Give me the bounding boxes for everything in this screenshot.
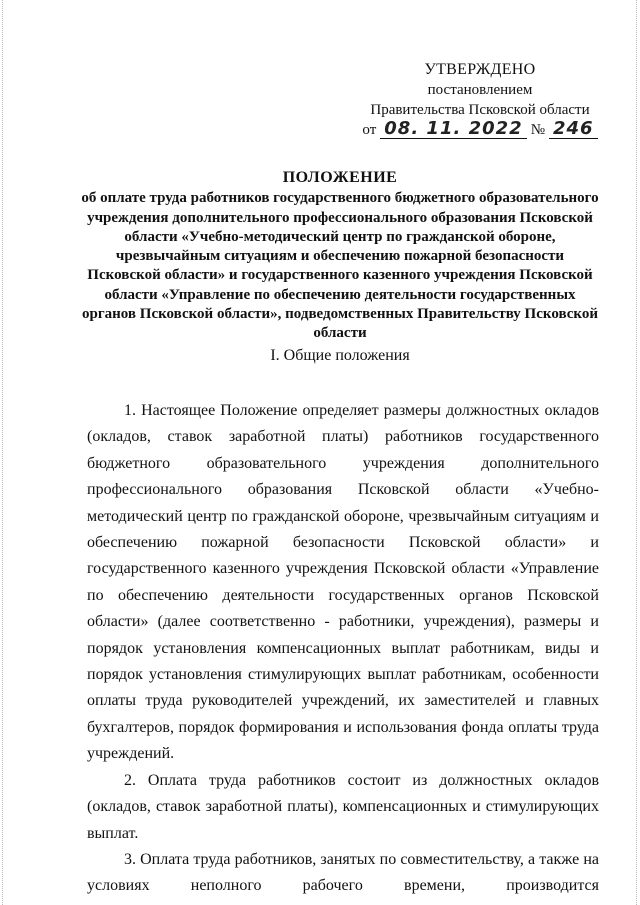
- section-heading: I. Общие положения: [270, 347, 410, 364]
- number-prefix: №: [530, 122, 545, 138]
- scan-edge-right: [636, 0, 638, 905]
- document-body: [87, 398, 599, 900]
- scan-edge-left: [2, 0, 4, 905]
- title-subtitle: об оплате труда работников государственного бюджетного образовательного учреждения дополнительного профессионального образования Псковской области «Учебно-методический центр по гражданской обороне, чрезвычайным ситуациям и обеспечению пожарной безопасности Псковской области» и государственного казенного учреждения Псковской области «Управление по обеспечению деятельности государственных органов Псковской области», подведомственных Правительству Псковской области: [81, 190, 599, 342]
- paragraph-3: 3. Оплата труда работников, занятых по совместительству, а также на условиях неполного рабочего времени, производится: [87, 850, 599, 895]
- approval-line-1: постановлением: [427, 82, 533, 98]
- paragraph-2: 2. Оплата труда работников состоит из должностных окладов (окладов, ставок заработной платы), компенсационных и стимулирующих выплат.: [87, 771, 599, 842]
- handwritten-date: 08. 11. 2022: [380, 120, 526, 139]
- handwritten-number: 246: [549, 120, 598, 139]
- document-title: [80, 168, 600, 344]
- approval-heading: УТВЕРЖДЕНО: [424, 61, 536, 78]
- approval-line-2: Правительства Псковской области: [370, 102, 590, 118]
- date-prefix: от: [362, 122, 377, 138]
- approval-date-line: [360, 120, 600, 140]
- approval-stamp: [360, 60, 600, 140]
- title-main: ПОЛОЖЕНИЕ: [282, 169, 398, 186]
- paragraph-1: 1. Настоящее Положение определяет размеры должностных окладов (окладов, ставок заработной платы) работников государственного бюджетного образовательного учреждения дополнительного профессионального образования Псковской области «Учебно-методический центр по гражданской обороне, чрезвычайным ситуациям и обеспечению пожарной безопасности Псковской области» и государственного казенного учреждения Псковской области «Управление по обеспечению деятельности государственных органов Псковской области» (далее соответственно - работники, учреждения), размеры и порядок установления компенсационных выплат работникам, виды и порядок установления стимулирующих выплат работникам, особенности оплаты труда руководителей учреждений, их заместителей и главных бухгалтеров, порядок формирования и использования фонда оплаты труда учреждений.: [87, 402, 599, 763]
